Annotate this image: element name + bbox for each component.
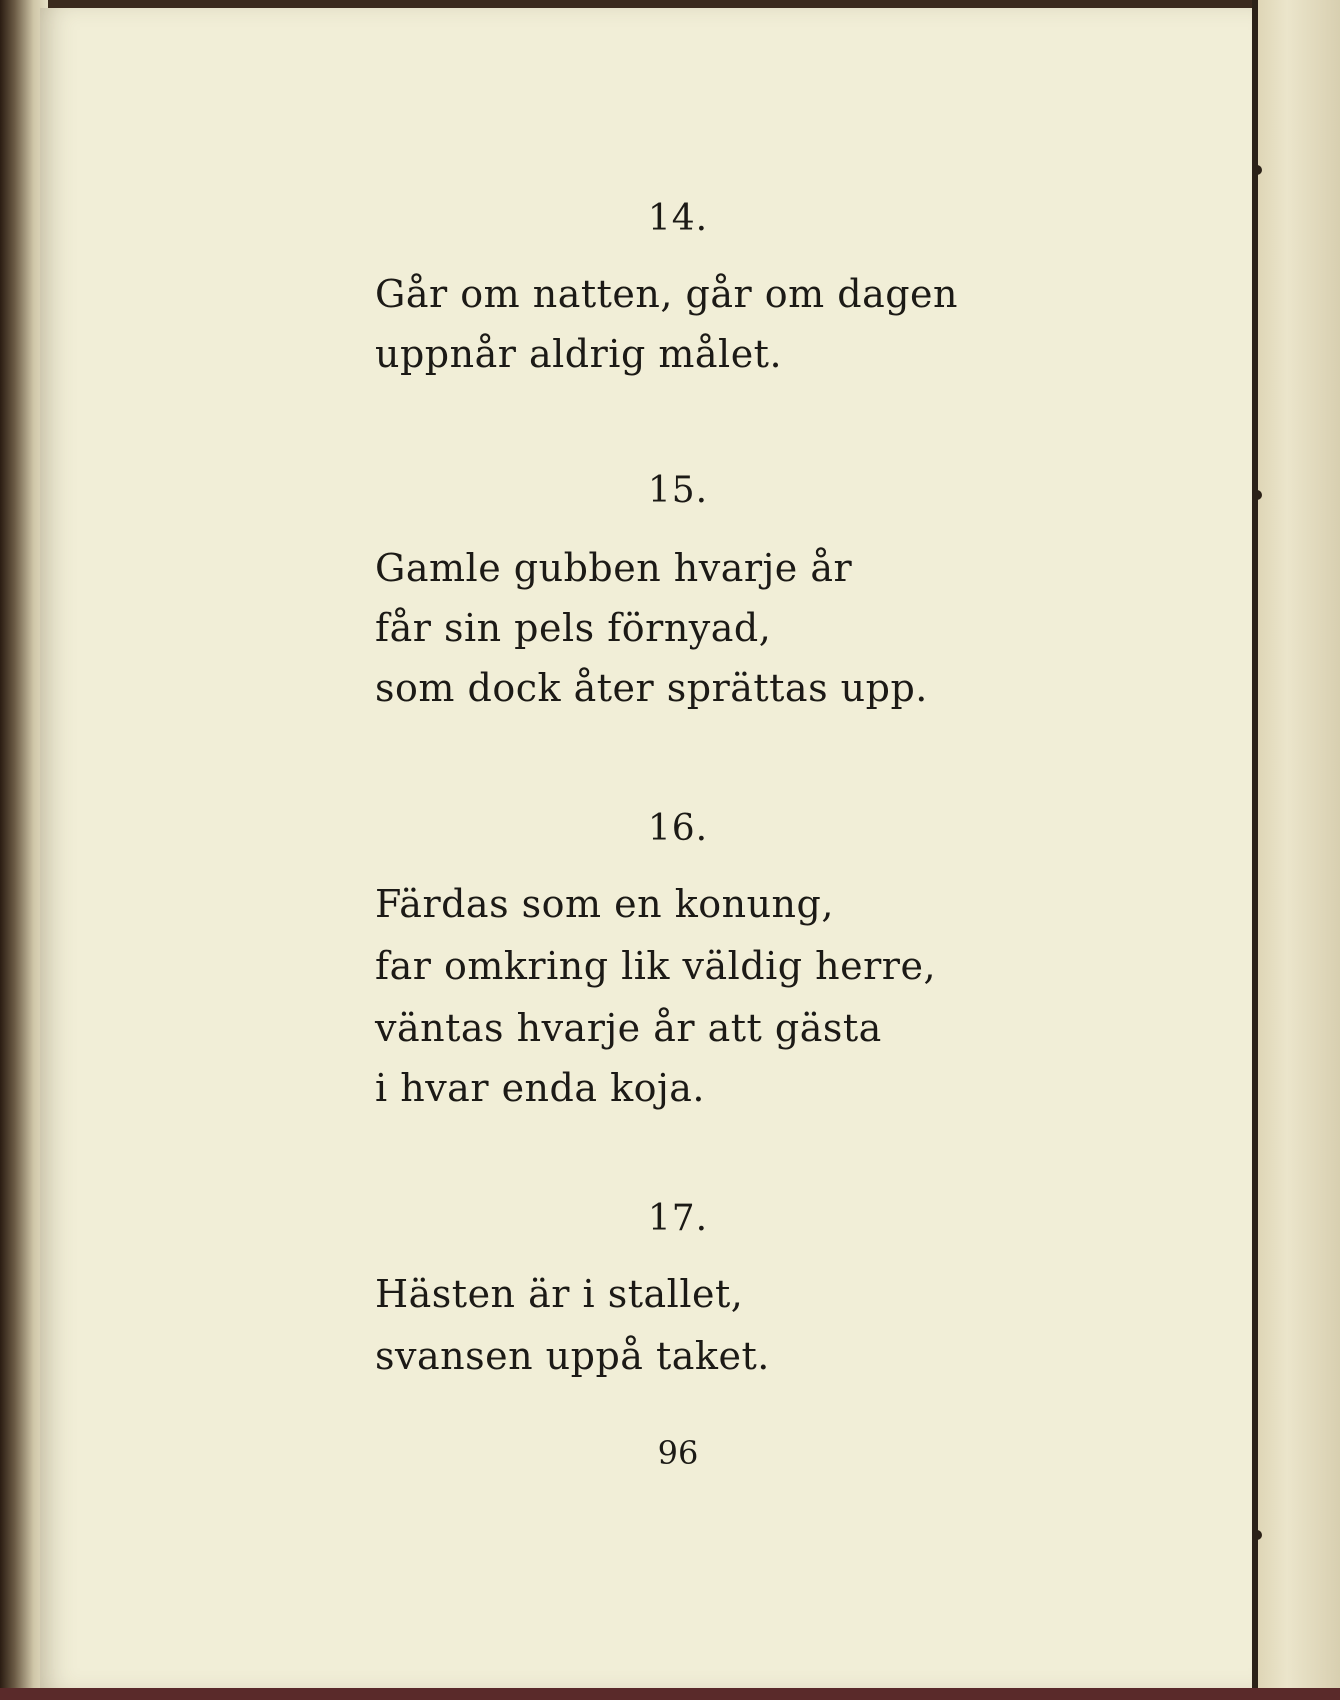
riddle-line: far omkring lik väldig herre, — [375, 944, 937, 988]
riddle-line: Hästen är i stallet, — [375, 1272, 744, 1316]
edge-mark — [1252, 165, 1262, 175]
riddle-line: Färdas som en konung, — [375, 882, 834, 926]
cover-edge — [0, 1688, 1340, 1700]
riddle-line: Går om natten, går om dagen — [375, 272, 959, 316]
riddle-number-16: 16. — [647, 808, 709, 849]
riddle-line: väntas hvarje år att gästa — [375, 1006, 882, 1050]
riddle-line: uppnår aldrig målet. — [375, 332, 783, 376]
riddle-number-17: 17. — [647, 1198, 709, 1239]
riddle-number-14: 14. — [647, 198, 709, 239]
riddle-line: får sin pels förnyad, — [375, 606, 772, 650]
riddle-line: som dock åter sprättas upp. — [375, 666, 928, 710]
riddle-line: svansen uppå taket. — [375, 1334, 770, 1378]
riddle-number-15: 15. — [647, 470, 709, 511]
page-number: 96 — [657, 1434, 699, 1472]
riddle-line: Gamle gubben hvarje år — [375, 546, 853, 590]
edge-mark — [1252, 1530, 1262, 1540]
riddle-line: i hvar enda koja. — [375, 1066, 706, 1110]
